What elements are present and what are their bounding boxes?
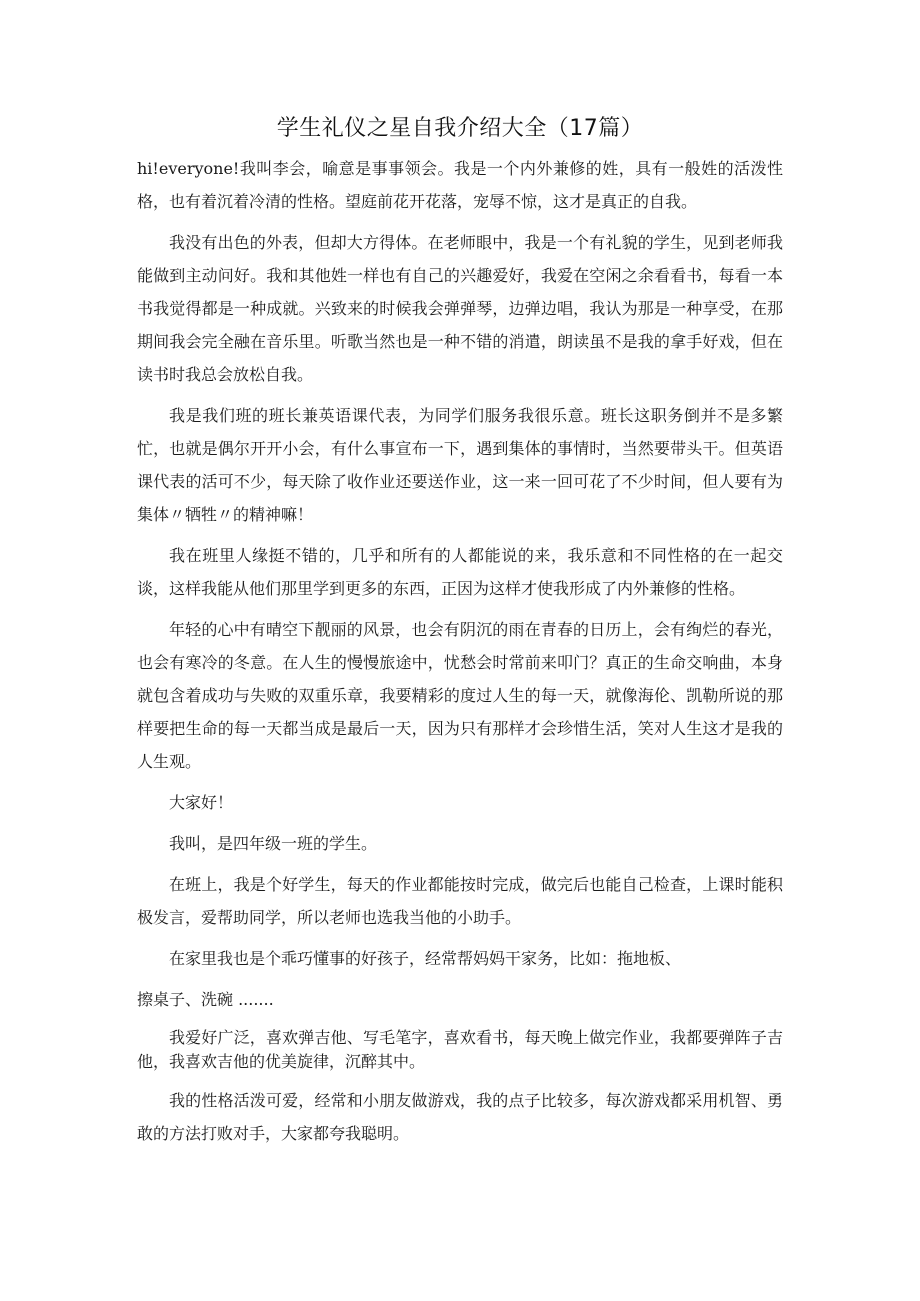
paragraph-home: 在家里我也是个乖巧懂事的好孩子，经常帮妈妈干家务，比如：拖地板、	[169, 949, 682, 968]
paragraph-greeting: 大家好！	[169, 793, 234, 812]
paragraph-hobbies: 我爱好广泛，喜欢弹吉他、写毛笔字，喜欢看书，每天晚上做完作业，我都要弹阵子吉他，我喜欢吉他的优美旋律，沉醉其中。	[137, 1028, 783, 1071]
paragraph-personality: 我的性格活泼可爱，经常和小朋友做游戏，我的点子比较多，每次游戏都采用机智、勇敢的方法打败对手，大家都夸我聪明。	[137, 1091, 783, 1143]
paragraph-life-view: 年轻的心中有晴空下靓丽的风景，也会有阴沉的雨在青春的日历上，会有绚烂的春光，也会有寒冷的冬意。在人生的慢慢旅途中，忧愁会时常前来叩门？真正的生命交响曲，本身就包含着成功与失败的双重乐章，我要精彩的度过人生的每一天，就像海伦、凯勒所说的那样要把生命的每一天都当成是最后一天，因为只有那样才会珍惜生活，笑对人生这才是我的人生观。	[137, 620, 783, 771]
paragraph-intro: hi!everyone!我叫李会，喻意是事事领会。我是一个内外兼修的姓，具有一般姓的活泼性格，也有着沉着冷清的性格。望庭前花开花落，宠辱不惊，这才是真正的自我。	[137, 159, 783, 211]
document-page	[137, 112, 783, 1158]
paragraph-name: 我叫，是四年级一班的学生。	[169, 834, 378, 853]
paragraph-appearance: 我没有出色的外表，但却大方得体。在老师眼中，我是一个有礼貌的学生，见到老师我能做到主动问好。我和其他姓一样也有自己的兴趣爱好，我爱在空闲之余看看书，每看一本书我觉得都是一种成就。兴致来的时候我会弹弹琴，边弹边唱，我认为那是一种享受，在那期间我会完全融在音乐里。听歌当然也是一种不错的消遣，朗读虽不是我的拿手好戏，但在读书时我总会放松自我。	[137, 233, 783, 384]
paragraph-school: 在班上，我是个好学生，每天的作业都能按时完成，做完后也能自己检查，上课时能积极发言，爱帮助同学，所以老师也选我当他的小助手。	[137, 875, 783, 927]
paragraph-popularity: 我在班里人缘挺不错的，几乎和所有的人都能说的来，我乐意和不同性格的在一起交谈，这样我能从他们那里学到更多的东西，正因为这样才使我形成了内外兼修的性格。	[137, 546, 783, 598]
document-title: 学生礼仪之星自我介绍大全（17篇）	[276, 116, 644, 141]
paragraph-class-monitor: 我是我们班的班长兼英语课代表，为同学们服务我很乐意。班长这职务倒并不是多繁忙，也就是偶尔开开小会，有什么事宣布一下，遇到集体的事情时，当然要带头干。但英语课代表的活可不少，每天除了收作业还要送作业，这一来一回可花了不少时间，但人要有为集体〃牺牲〃的精神嘛！	[137, 406, 783, 524]
paragraph-chores: 擦桌子、洗碗 .......	[137, 990, 274, 1009]
